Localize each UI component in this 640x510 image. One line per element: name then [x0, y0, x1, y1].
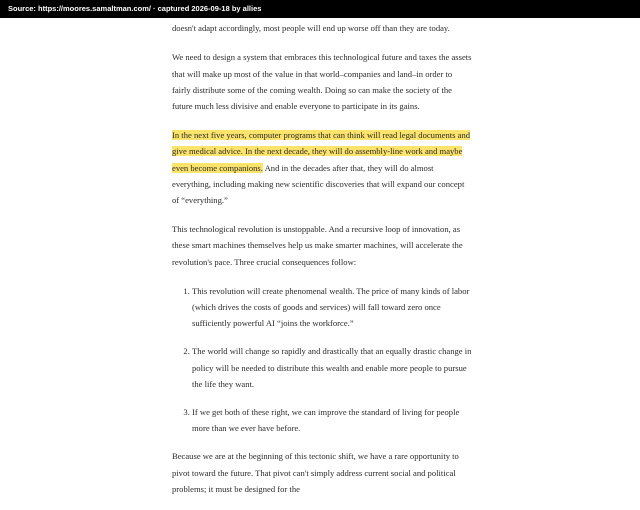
paragraph-pivot: Because we are at the beginning of this tectonic shift, we have a rare opportunity to pivot toward the future. That pivot can't simply address current social and political problems; it must be designed for the — [172, 451, 459, 494]
consequences-list — [172, 283, 472, 437]
list-item: 3. If we get both of these right, we can improve the standard of living for people more than we ever have before. — [192, 404, 472, 436]
article-body — [172, 4, 472, 510]
highlighted-text: In the next five years, computer programs that can think will read legal documents and give medical advice. In the next decade, they will do assembly-line work and maybe even become companions. — [172, 130, 471, 173]
paragraph-system-design: We need to design a system that embraces this technological future and taxes the assets that will make up most of the value in that world–companies and land–in order to fairly distribute some of the coming wealth. Doing so can make the society of the future much less divisive and enable everyone to participate in its gains. — [172, 52, 472, 112]
paragraph-revolution: This technological revolution is unstoppable. And a recursive loop of innovation, as these smart machines themselves help us make smarter machines, will accelerate the revolution's pace. Three crucial consequences follow: — [172, 224, 463, 267]
paragraph-highlighted — [172, 127, 472, 208]
paragraph-continuation: And in the decades after that, they will do almost everything, including making new scientific discoveries that will expand our concept of “everything.” — [172, 162, 465, 206]
list-item: 2. The world will change so rapidly and drastically that an equally drastic change in policy will be needed to distribute this wealth and enable more people to pursue the life they want. — [192, 343, 472, 392]
list-item: 1. This revolution will create phenomenal wealth. The price of many kinds of labor (which drives the costs of goods and services) will fall toward zero once sufficiently powerful AI “joins the workforce.” — [192, 283, 472, 332]
paragraph-intro-tail: doesn't adapt accordingly, most people will end up worse off than they are today. — [172, 23, 450, 34]
source-caption: Source: https://moores.samaltman.com/ · captured 2026-09-18 by allies — [0, 0, 640, 18]
